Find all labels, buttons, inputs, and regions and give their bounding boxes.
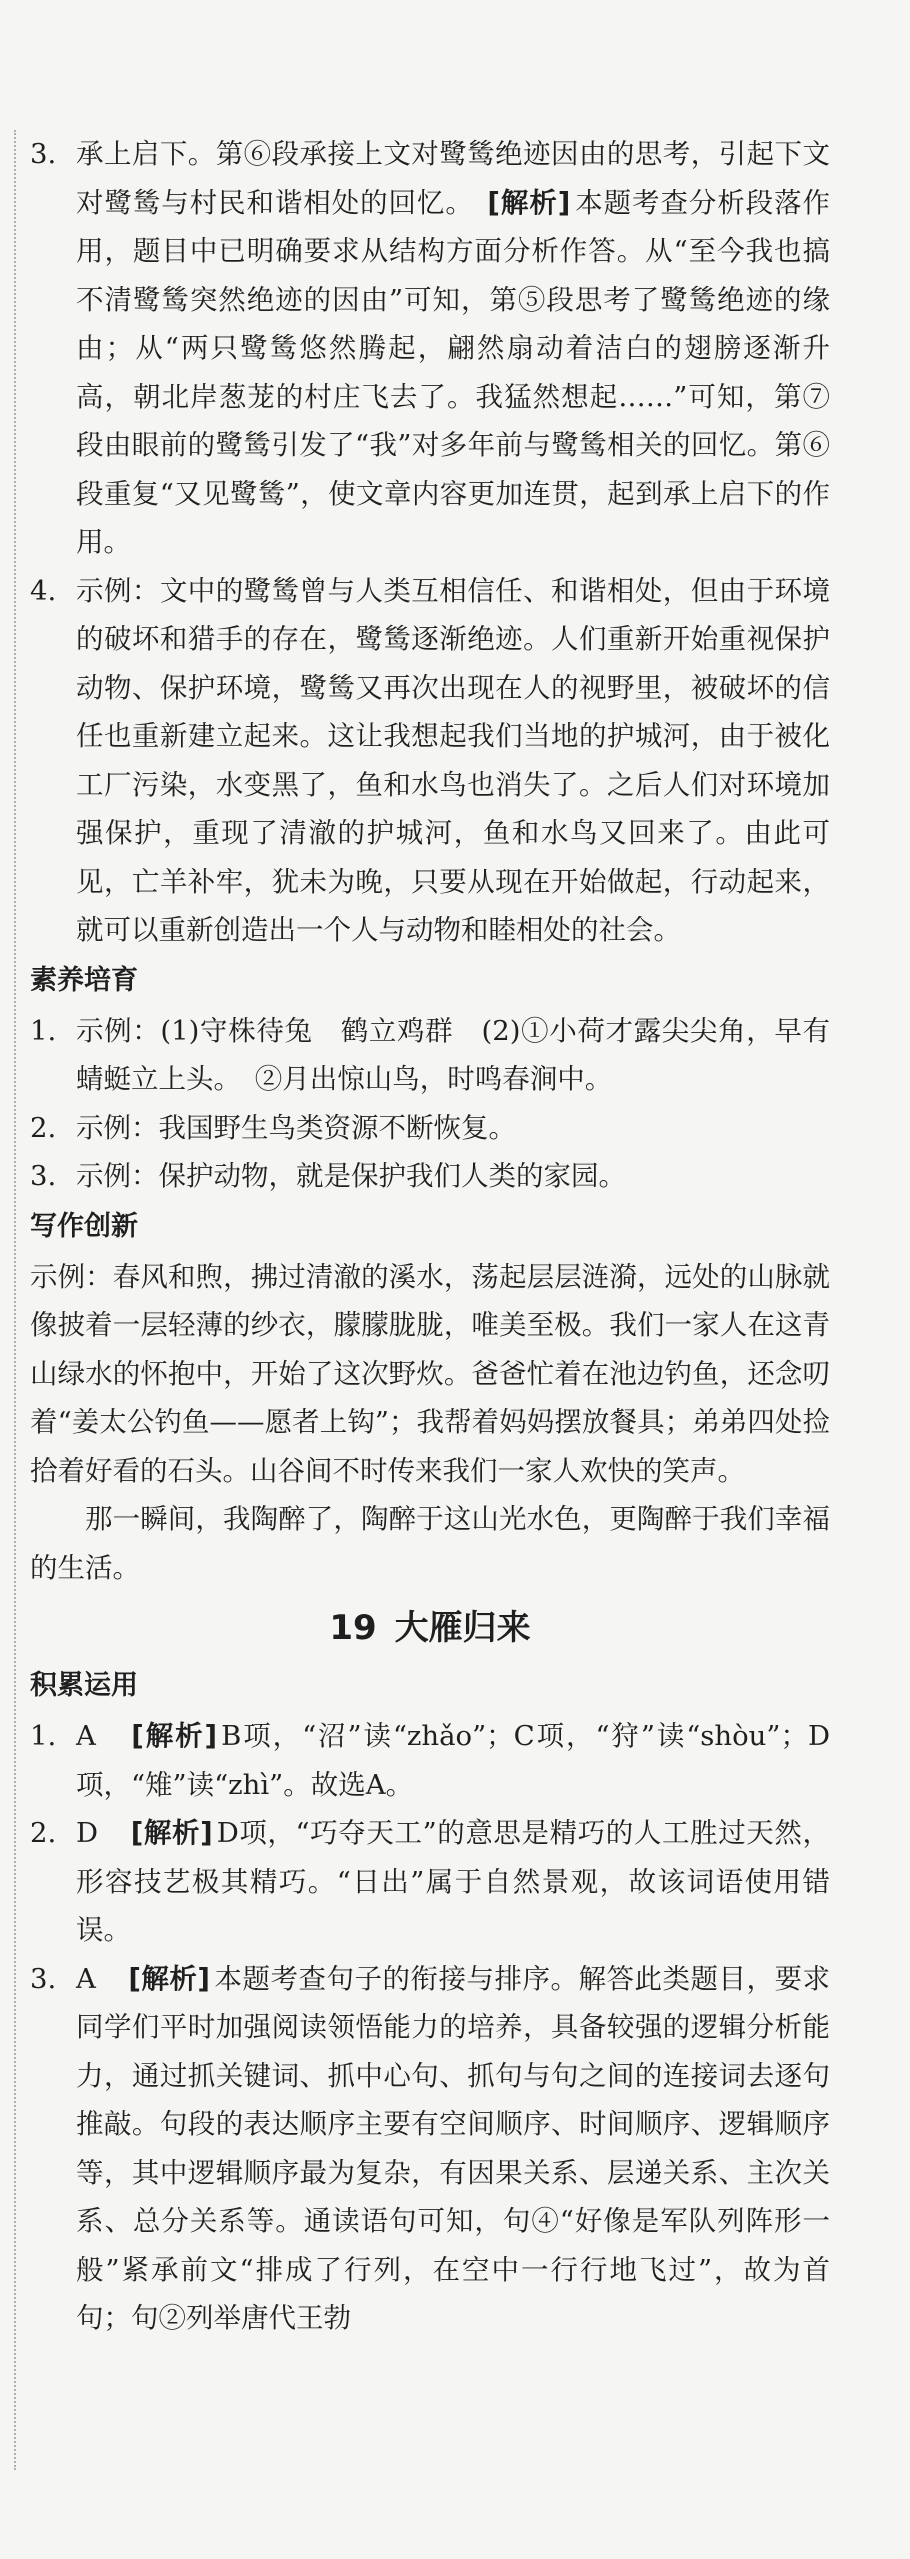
writing-sample-paragraph-2: 那一瞬间，我陶醉了，陶醉于这山光水色，更陶醉于我们幸福的生活。 xyxy=(30,1503,830,1584)
answer-choice: D xyxy=(76,1817,127,1849)
suyang-item-2 xyxy=(30,1104,830,1153)
item-text xyxy=(76,130,830,567)
item-text: 示例：保护动物，就是保护我们人类的家园。 xyxy=(76,1160,626,1192)
analysis-text: 本题考查句子的衔接与排序。解答此类题目，要求同学们平时加强阅读领悟能力的培养，具备较强的逻辑分析能力，通过抓关键词、抓中心句、抓句与句之间的连接词去逐句推敲。句段的表达顺序主要有空间顺序、时间顺序、逻辑顺序等，其中逻辑顺序最为复杂，有因果关系、层递关系、主次关系、总分关系等。通读语句可知，句④“好像是军队列阵形一般”紧承前文“排成了行列，在空中一行行地飞过”，故为首句；句②列举唐代王勃 xyxy=(76,1962,830,2334)
writing-sample-paragraph-1: 示例：春风和煦，拂过清澈的溪水，荡起层层涟漪，远处的山脉就像披着一层轻薄的纱衣，朦朦胧胧，唯美至极。我们一家人在这青山绿水的怀抱中，开始了这次野炊。爸爸忙着在池边钓鱼，还念叨着“姜太公钓鱼——愿者上钩”；我帮着妈妈摆放餐具；弟弟四处捡拾着好看的石头。山谷间不时传来我们一家人欢快的笑声。 xyxy=(30,1260,830,1487)
answer-item-4 xyxy=(30,567,830,955)
answer-choice: A xyxy=(76,1720,128,1752)
answer-choice: A xyxy=(76,1962,125,1995)
lesson-number: 19 xyxy=(329,1608,377,1648)
answer-item-3 xyxy=(30,130,830,567)
lesson-name: 大雁归来 xyxy=(394,1608,531,1648)
item-text: 示例：(1)守株待兔 鹤立鸡群 (2)①小荷才露尖尖角，早有蜻蜓立上头。 ②月出惊山鸟，时鸣春涧中。 xyxy=(76,1014,830,1095)
item-number: 3. xyxy=(30,1962,57,1995)
item-number: 3. xyxy=(30,138,57,170)
item-number: 3. xyxy=(30,1160,57,1192)
lesson-title xyxy=(30,1596,830,1660)
analysis-text: D项，“巧夺天工”的意思是精巧的人工胜过天然，形容技艺极其精巧。“日出”属于自然景观，故该词语使用错误。 xyxy=(76,1817,830,1946)
item-text xyxy=(76,1955,830,2343)
analysis-text: B项，“沼”读“zhǎo”；C项，“狩”读“shòu”；D项，“雉”读“zhì”。故选A。 xyxy=(76,1720,830,1801)
suyang-item-3 xyxy=(30,1152,830,1201)
jilei-item-2 xyxy=(30,1809,830,1955)
item-number: 1. xyxy=(30,1014,57,1047)
item-number: 2. xyxy=(30,1111,57,1144)
analysis-tag: [解析] xyxy=(128,1962,210,1995)
section-heading-jilei: 积累运用 xyxy=(30,1670,138,1701)
item-text xyxy=(76,1809,830,1955)
binding-edge xyxy=(14,130,16,2470)
answer-page xyxy=(30,130,830,2343)
item-text: 示例：我国野生鸟类资源不断恢复。 xyxy=(76,1111,516,1144)
analysis-tag: [解析] xyxy=(487,186,571,219)
section-heading-xiezuo: 写作创新 xyxy=(30,1210,138,1242)
jilei-item-1 xyxy=(30,1712,830,1809)
item-number: 4. xyxy=(30,574,57,607)
jilei-item-3 xyxy=(30,1955,830,2343)
suyang-item-1 xyxy=(30,1007,830,1104)
item-text: 示例：文中的鹭鸶曾与人类互相信任、和谐相处，但由于环境的破坏和猎手的存在，鹭鸶逐渐绝迹。人们重新开始重视保护动物、保护环境，鹭鸶又再次出现在人的视野里，被破坏的信任也重新建立起来。这让我想起我们当地的护城河，由于被化工厂污染，水变黑了，鱼和水鸟也消失了。之后人们对环境加强保护，重现了清澈的护城河，鱼和水鸟又回来了。由此可见，亡羊补牢，犹未为晚，只要从现在开始做起，行动起来，就可以重新创造出一个人与动物和睦相处的社会。 xyxy=(76,574,830,946)
item-text xyxy=(76,1712,830,1809)
item-number: 1. xyxy=(30,1720,57,1752)
section-heading-suyang: 素养培育 xyxy=(30,964,138,996)
analysis-tag: [解析] xyxy=(130,1817,213,1849)
analysis-tag: [解析] xyxy=(131,1720,218,1752)
answer-text: 承上启下。第⑥段承接上文对鹭鸶绝迹因由的思考，引起下文对鹭鸶与村民和谐相处的回忆。 xyxy=(76,138,830,219)
item-number: 2. xyxy=(30,1817,57,1849)
analysis-text: 本题考查分析段落作用，题目中已明确要求从结构方面分析作答。从“至今我也搞不清鹭鸶突然绝迹的因由”可知，第⑤段思考了鹭鸶绝迹的缘由；从“两只鹭鸶悠然腾起，翩然扇动着洁白的翅膀逐渐升高，朝北岸葱茏的村庄飞去了。我猛然想起……”可知，第⑦段由眼前的鹭鸶引发了“我”对多年前与鹭鸶相关的回忆。第⑥段重复“又见鹭鸶”，使文章内容更加连贯，起到承上启下的作用。 xyxy=(76,186,830,558)
